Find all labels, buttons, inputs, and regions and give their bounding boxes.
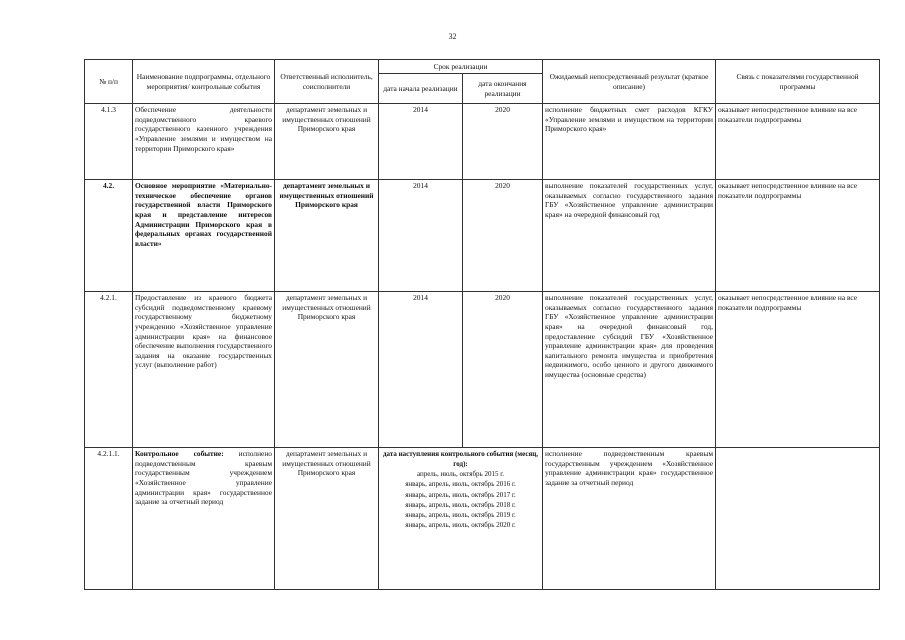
col-header-no: № п/п <box>85 60 133 104</box>
col-header-result: Ожидаемый непосредственный результат (краткое описание) <box>543 60 716 104</box>
row-name: Предоставление из краевого бюджета субсидий подведомственному краевому государственному бюджетному учреждению «Хозяйственное управление администрации края» на финансовое обеспечение выполнения государственного задания на оказание государственных услуг (выполнение работ) <box>133 292 275 448</box>
control-event-label: Контрольное событие: <box>135 449 224 458</box>
row-executor: департамент земельных и имущественных отношений Приморского края <box>275 104 379 180</box>
col-header-end: дата окончания реализации <box>463 74 543 104</box>
col-header-executor: Ответственный исполнитель, соисполнители <box>275 60 379 104</box>
row-name <box>133 448 275 590</box>
row-schedule <box>379 448 543 590</box>
schedule-title: дата наступления контрольного события (месяц, год): <box>382 450 539 469</box>
col-header-name: Наименование подпрограммы, отдельного мероприятия/ контрольные события <box>133 60 275 104</box>
col-header-period: Срок реализации <box>379 60 543 74</box>
row-link: оказывает непосредственное влияние на все показатели подпрограммы <box>716 180 880 292</box>
row-link: оказывает непосредственное влияние на все показатели подпрограммы <box>716 104 880 180</box>
row-name: Основное мероприятие «Материально-техническое обеспечение органов государственной власти Приморского края и представление интересов Администрации Приморского края в федеральных органах государственной власти» <box>133 180 275 292</box>
row-result: выполнение показателей государственных услуг, оказываемых согласно государственного задания ГБУ «Хозяйственное управление администрации края» на очередной финансовый год <box>543 180 716 292</box>
table-row <box>85 448 880 590</box>
row-number: 4.1.3 <box>85 104 133 180</box>
row-link <box>716 448 880 590</box>
col-header-start: дата начала реализации <box>379 74 463 104</box>
row-number: 4.2. <box>85 180 133 292</box>
table-row <box>85 292 880 448</box>
row-result: исполнение бюджетных смет расходов КГКУ «Управление землями и имуществом на территории Приморского края» <box>543 104 716 180</box>
schedule-line: январь, апрель, июль, октябрь 2019 г. <box>405 510 516 519</box>
program-table <box>84 59 880 590</box>
row-result: исполнение подведомственным краевым государственным учреждением «Хозяйственное управление администрации края» государственное задание за отчетный период <box>543 448 716 590</box>
row-link: оказывает непосредственное влияние на все показатели подпрограммы <box>716 292 880 448</box>
row-end: 2020 <box>463 104 543 180</box>
schedule-line: январь, апрель, июль, октябрь 2017 г. <box>405 490 516 499</box>
row-number: 4.2.1.1. <box>85 448 133 590</box>
page-number: 32 <box>448 32 457 41</box>
schedule-line: январь, апрель, июль, октябрь 2016 г. <box>405 480 516 489</box>
schedule-line: апрель, июль, октябрь 2015 г. <box>416 470 505 479</box>
row-end: 2020 <box>463 292 543 448</box>
schedule-line: январь, апрель, июль, октябрь 2018 г. <box>405 500 516 509</box>
row-start: 2014 <box>379 180 463 292</box>
col-header-link: Связь с показателями государственной программы <box>716 60 880 104</box>
row-executor: департамент земельных и имущественных отношений Приморского края <box>275 292 379 448</box>
schedule-line: январь, апрель, июль, октябрь 2020 г. <box>405 520 516 529</box>
control-event-text: исполнено подведомственным краевым государственным учреждением «Хозяйственное управление администрации края» государственное задание за отчетный период <box>135 449 272 507</box>
row-name: Обеспечение деятельности подведомственного краевого государственного казенного учреждения «Управление землями и имуществом на территории Приморского края» <box>133 104 275 180</box>
header-row-1 <box>85 60 880 74</box>
row-number: 4.2.1. <box>85 292 133 448</box>
row-executor: департамент земельных и имущественных отношений Приморского края <box>275 180 379 292</box>
row-executor: департамент земельных и имущественных отношений Приморского края <box>275 448 379 590</box>
row-start: 2014 <box>379 292 463 448</box>
row-end: 2020 <box>463 180 543 292</box>
row-result: выполнение показателей государственных услуг, оказываемых согласно государственного задания ГБУ «Хозяйственное управление администрации края» на очередной финансовый год, предоставление субсидий ГБУ «Хозяйственное управление администрации края» для проведения капитального ремонта имущества и приобретения недвижимого, особо ценного и другого движимого имущества (основные средства) <box>543 292 716 448</box>
table-row <box>85 180 880 292</box>
table-row <box>85 104 880 180</box>
row-start: 2014 <box>379 104 463 180</box>
